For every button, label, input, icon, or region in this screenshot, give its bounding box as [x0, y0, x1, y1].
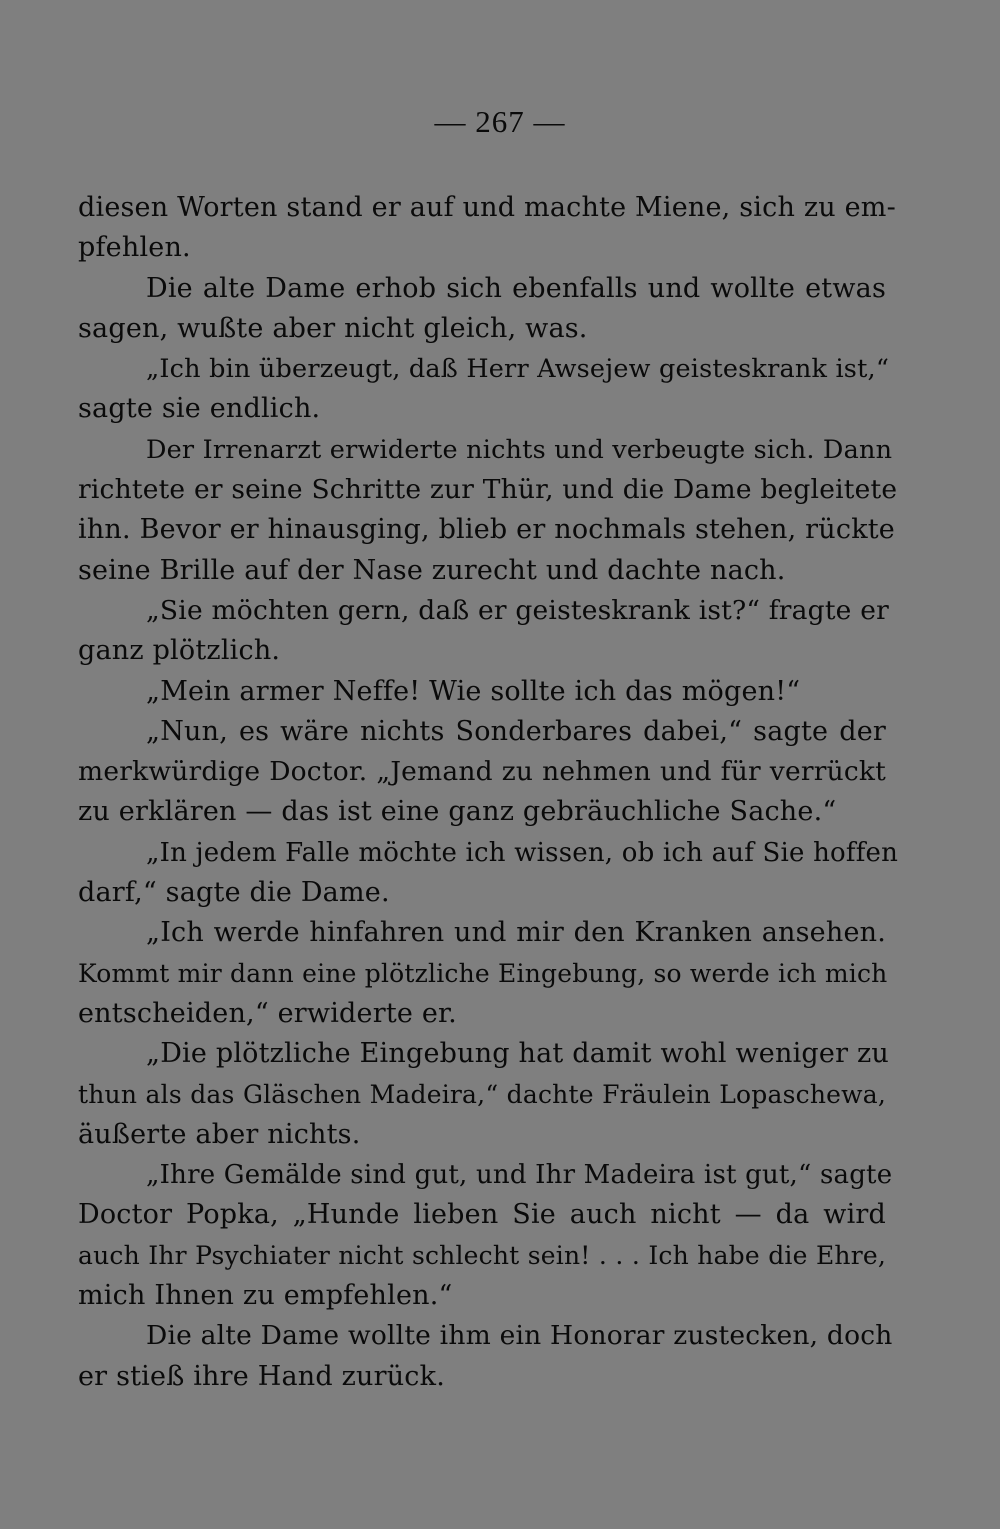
- text-line: „Ich werde hinfahren und mir den Kranken ansehen.: [146, 917, 886, 949]
- text-line: pfehlen.: [78, 232, 191, 264]
- text-line: ihn. Bevor er hinausging, blieb er nochmals stehen, rückte: [78, 514, 895, 546]
- text-line: thun als das Gläschen Madeira,“ dachte Fräulein Lopaschewa,: [78, 1079, 886, 1109]
- text-line: „Die plötzliche Eingebung hat damit wohl weniger zu: [146, 1038, 889, 1070]
- text-line: ganz plötzlich.: [78, 635, 281, 667]
- text-line: Doctor Popka, „Hunde lieben Sie auch nicht — da wird: [78, 1199, 886, 1231]
- text-line: richtete er seine Schritte zur Thür, und die Dame begleitete: [78, 474, 898, 506]
- body-text: [78, 188, 899, 1397]
- text-line: „Sie möchten gern, daß er geisteskrank ist?“ fragte er: [146, 594, 889, 626]
- text-line: „In jedem Falle möchte ich wissen, ob ich auf Sie hoffen: [146, 837, 899, 868]
- text-line: „Nun, es wäre nichts Sonderbares dabei,“ sagte der: [146, 715, 886, 747]
- text-line: sagen, wußte aber nicht gleich, was.: [78, 312, 588, 344]
- text-line: Die alte Dame wollte ihm ein Honorar zustecken, doch: [146, 1320, 893, 1352]
- text-line: „Ich bin überzeugt, daß Herr Awsejew geisteskrank ist,“: [146, 354, 890, 385]
- text-line: sagte sie endlich.: [78, 393, 321, 425]
- text-line: Die alte Dame erhob sich ebenfalls und wollte etwas: [146, 272, 886, 304]
- text-line: seine Brille auf der Nase zurecht und dachte nach.: [78, 554, 786, 586]
- text-line: entscheiden,“ erwiderte er.: [78, 997, 457, 1029]
- text-line: mich Ihnen zu empfehlen.“: [78, 1280, 453, 1312]
- page-number: — 267 —: [434, 104, 566, 139]
- text-line: zu erklären — das ist eine ganz gebräuchliche Sache.“: [78, 796, 837, 828]
- text-line: auch Ihr Psychiater nicht schlecht sein! . . . Ich habe die Ehre,: [78, 1240, 886, 1270]
- text-line: äußerte aber nichts.: [78, 1118, 361, 1150]
- text-line: „Mein armer Neffe! Wie sollte ich das mögen!“: [146, 675, 801, 707]
- text-line: merkwürdige Doctor. „Jemand zu nehmen und für verrückt: [78, 756, 886, 788]
- text-line: „Ihre Gemälde sind gut, und Ihr Madeira ist gut,“ sagte: [146, 1160, 893, 1191]
- text-line: darf,“ sagte die Dame.: [78, 877, 390, 909]
- text-line: er stieß ihre Hand zurück.: [78, 1360, 445, 1392]
- text-line: Der Irrenarzt erwiderte nichts und verbeugte sich. Dann: [146, 434, 893, 465]
- text-line: Kommt mir dann eine plötzliche Eingebung, so werde ich mich: [78, 958, 888, 988]
- text-line: diesen Worten stand er auf und machte Miene, sich zu em-: [78, 192, 896, 223]
